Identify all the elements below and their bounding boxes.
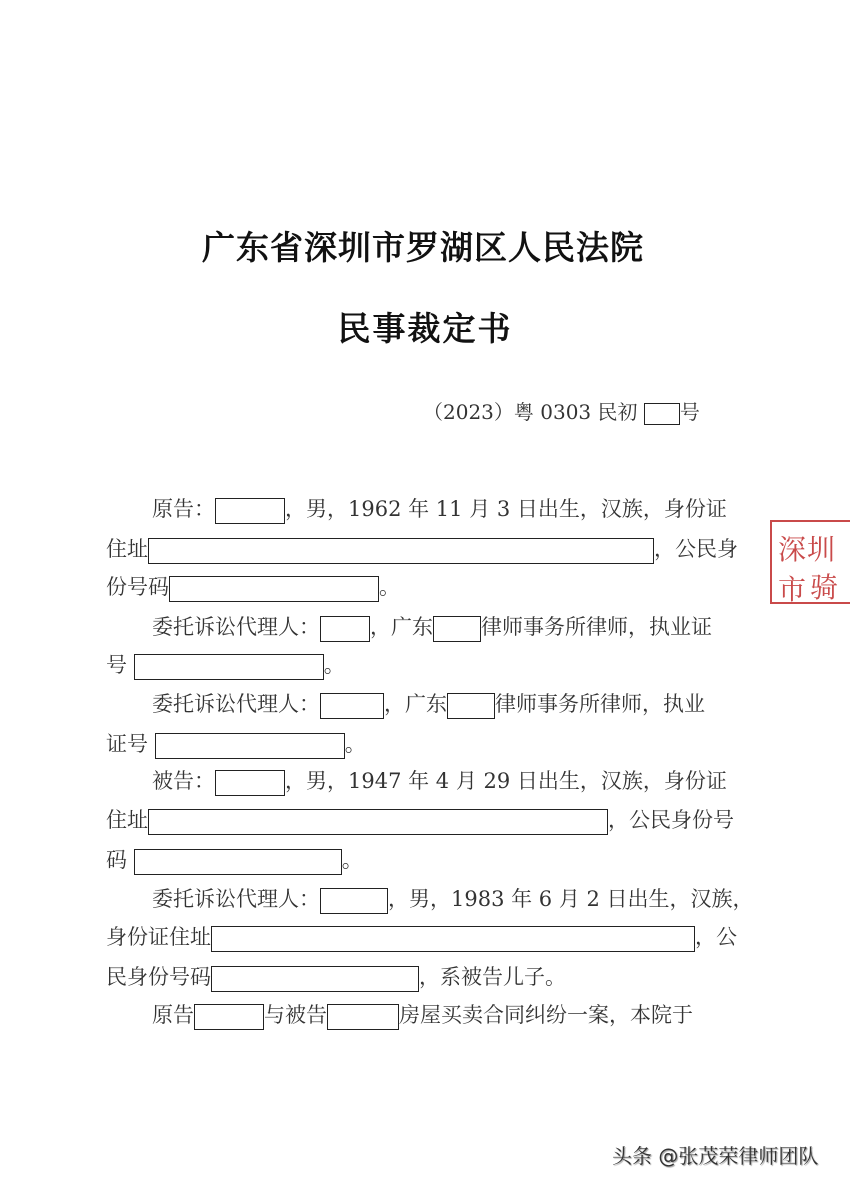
seal-stamp: 深圳市 骑: [770, 520, 850, 604]
redacted-defendant-address: [148, 809, 608, 835]
redacted-agent1-license: [134, 654, 324, 680]
redacted-agent2-name: [320, 693, 384, 719]
agent3-line-3: 民身份号码 ，系被告儿子。: [106, 962, 566, 992]
court-name: 广东省深圳市罗湖区人民法院: [202, 228, 644, 267]
agent3-line-1: 委托诉讼代理人： ，男，1983 年 6 月 2 日出生，汉族，: [152, 884, 754, 914]
case-number: （2023）粤 0303 民初 号: [423, 400, 700, 424]
redacted-plaintiff-name: [215, 498, 285, 524]
redacted-plaintiff-id: [169, 576, 379, 602]
redacted-agent3-address: [211, 926, 695, 952]
redacted-intro-defendant: [327, 1004, 399, 1030]
redacted-defendant-name: [215, 770, 285, 796]
defendant-line-2: 住址 ，公民身份号: [106, 805, 734, 835]
redacted-plaintiff-address: [148, 538, 654, 564]
plaintiff-line-2: 住址 ，公民身: [106, 534, 738, 564]
redacted-intro-plaintiff: [194, 1004, 264, 1030]
agent3-line-2: 身份证住址 ，公: [106, 922, 737, 952]
watermark: 头条 @张茂荣律师团队: [612, 1144, 819, 1168]
defendant-line-1: 被告： ，男，1947 年 4 月 29 日出生，汉族，身份证: [152, 766, 727, 796]
agent2-line-1: 委托诉讼代理人： ，广东 律师事务所律师，执业: [152, 689, 705, 719]
plaintiff-line-1: 原告： ，男，1962 年 11 月 3 日出生，汉族，身份证: [152, 494, 727, 524]
document-type: 民事裁定书: [337, 309, 513, 348]
redacted-agent2-license: [155, 733, 345, 759]
agent1-line-1: 委托诉讼代理人： ，广东 律师事务所律师，执业证: [152, 612, 712, 642]
redacted-agent2-firm: [447, 693, 495, 719]
redacted-agent1-firm: [433, 616, 481, 642]
redacted-case-number: [644, 403, 680, 425]
redacted-agent3-id: [211, 966, 419, 992]
redacted-agent1-name: [320, 616, 370, 642]
plaintiff-line-3: 份号码 。: [106, 572, 400, 602]
redacted-defendant-id: [134, 849, 342, 875]
redacted-agent3-name: [320, 888, 388, 914]
agent2-line-2: 证号 。: [106, 729, 366, 759]
defendant-line-3: 码 。: [106, 845, 363, 875]
agent1-line-2: 号 。: [106, 650, 345, 680]
case-intro-line: 原告 与被告 房屋买卖合同纠纷一案，本院于: [152, 1000, 693, 1030]
